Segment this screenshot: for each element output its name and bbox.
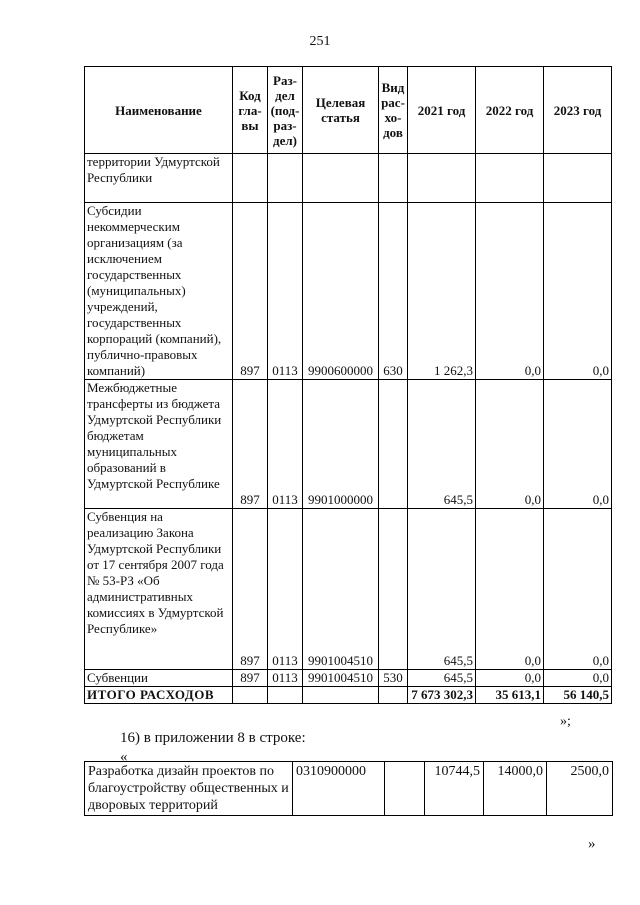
row-2022 (476, 154, 544, 203)
amend-value-3: 2500,0 (547, 762, 613, 816)
table-row (85, 380, 612, 509)
amend-name: Разработка дизайн проектов по благоустройству общественных и дворовых территорий (85, 762, 293, 816)
total-2023: 56 140,5 (544, 687, 612, 704)
row-2022: 0,0 (476, 670, 544, 687)
header-chapter-code: Код гла-вы (233, 67, 268, 154)
row-article (303, 154, 379, 203)
row-2021: 645,5 (408, 670, 476, 687)
row-section: 0113 (268, 509, 303, 670)
row-2021 (408, 154, 476, 203)
row-2022: 0,0 (476, 509, 544, 670)
row-2021: 1 262,3 (408, 203, 476, 380)
row-type (379, 380, 408, 509)
row-name: территории Удмуртской Республики (85, 154, 233, 203)
header-expense-type: Вид рас-хо-дов (379, 67, 408, 154)
expenses-table (84, 66, 612, 704)
opening-quote: « (120, 749, 128, 765)
total-article (303, 687, 379, 704)
row-article: 9901004510 (303, 670, 379, 687)
total-2021: 7 673 302,3 (408, 687, 476, 704)
row-name: Субвенция на реализацию Закона Удмуртской Республики от 17 сентября 2007 года № 53-РЗ «Об административных комиссиях в Удмуртской Республике» (85, 509, 233, 670)
header-name: Наименование (85, 67, 233, 154)
row-article: 9900600000 (303, 203, 379, 380)
row-type: 630 (379, 203, 408, 380)
closing-quote-final: » (588, 836, 596, 852)
row-section (268, 154, 303, 203)
closing-quote: »; (560, 714, 571, 729)
amendment-item-text: 16) в приложении 8 в строке: (120, 730, 306, 746)
row-2023: 0,0 (544, 509, 612, 670)
row-section: 0113 (268, 670, 303, 687)
table-row (85, 509, 612, 670)
row-2023: 0,0 (544, 670, 612, 687)
amend-value-2: 14000,0 (484, 762, 547, 816)
header-2023: 2023 год (544, 67, 612, 154)
row-2023 (544, 154, 612, 203)
row-section: 0113 (268, 203, 303, 380)
table-row (85, 203, 612, 380)
header-2022: 2022 год (476, 67, 544, 154)
total-label: ИТОГО РАСХОДОВ (85, 687, 233, 704)
amend-value-1: 10744,5 (425, 762, 484, 816)
row-2021: 645,5 (408, 380, 476, 509)
total-row (85, 687, 612, 704)
row-article: 9901000000 (303, 380, 379, 509)
row-2021: 645,5 (408, 509, 476, 670)
amend-blank (385, 762, 425, 816)
row-code (233, 154, 268, 203)
page-number: 251 (309, 34, 331, 49)
total-section (268, 687, 303, 704)
row-code: 897 (233, 670, 268, 687)
row-article: 9901004510 (303, 509, 379, 670)
total-code (233, 687, 268, 704)
row-name: Субвенции (85, 670, 233, 687)
header-2021: 2021 год (408, 67, 476, 154)
header-target-article: Целевая статья (303, 67, 379, 154)
amend-article: 0310900000 (293, 762, 385, 816)
row-code: 897 (233, 380, 268, 509)
row-2022: 0,0 (476, 203, 544, 380)
row-type (379, 154, 408, 203)
row-type: 530 (379, 670, 408, 687)
table-row (85, 670, 612, 687)
row-2023: 0,0 (544, 380, 612, 509)
row-section: 0113 (268, 380, 303, 509)
header-section: Раз-дел (под-раз-дел) (268, 67, 303, 154)
table-row (85, 154, 612, 203)
row-name: Субсидии некоммерческим организациям (за исключением государственных (муниципальных) учреждений, государственных корпораций (компаний), публично-правовых компаний) (85, 203, 233, 380)
row-code: 897 (233, 203, 268, 380)
total-type (379, 687, 408, 704)
row-2022: 0,0 (476, 380, 544, 509)
header-row (85, 67, 612, 154)
row-code: 897 (233, 509, 268, 670)
table-row (85, 762, 613, 816)
total-2022: 35 613,1 (476, 687, 544, 704)
row-name: Межбюджетные трансферты из бюджета Удмуртской Республики бюджетам муниципальных образований в Удмуртской Республике (85, 380, 233, 509)
row-2023: 0,0 (544, 203, 612, 380)
row-type (379, 509, 408, 670)
amendment-table (84, 761, 613, 816)
